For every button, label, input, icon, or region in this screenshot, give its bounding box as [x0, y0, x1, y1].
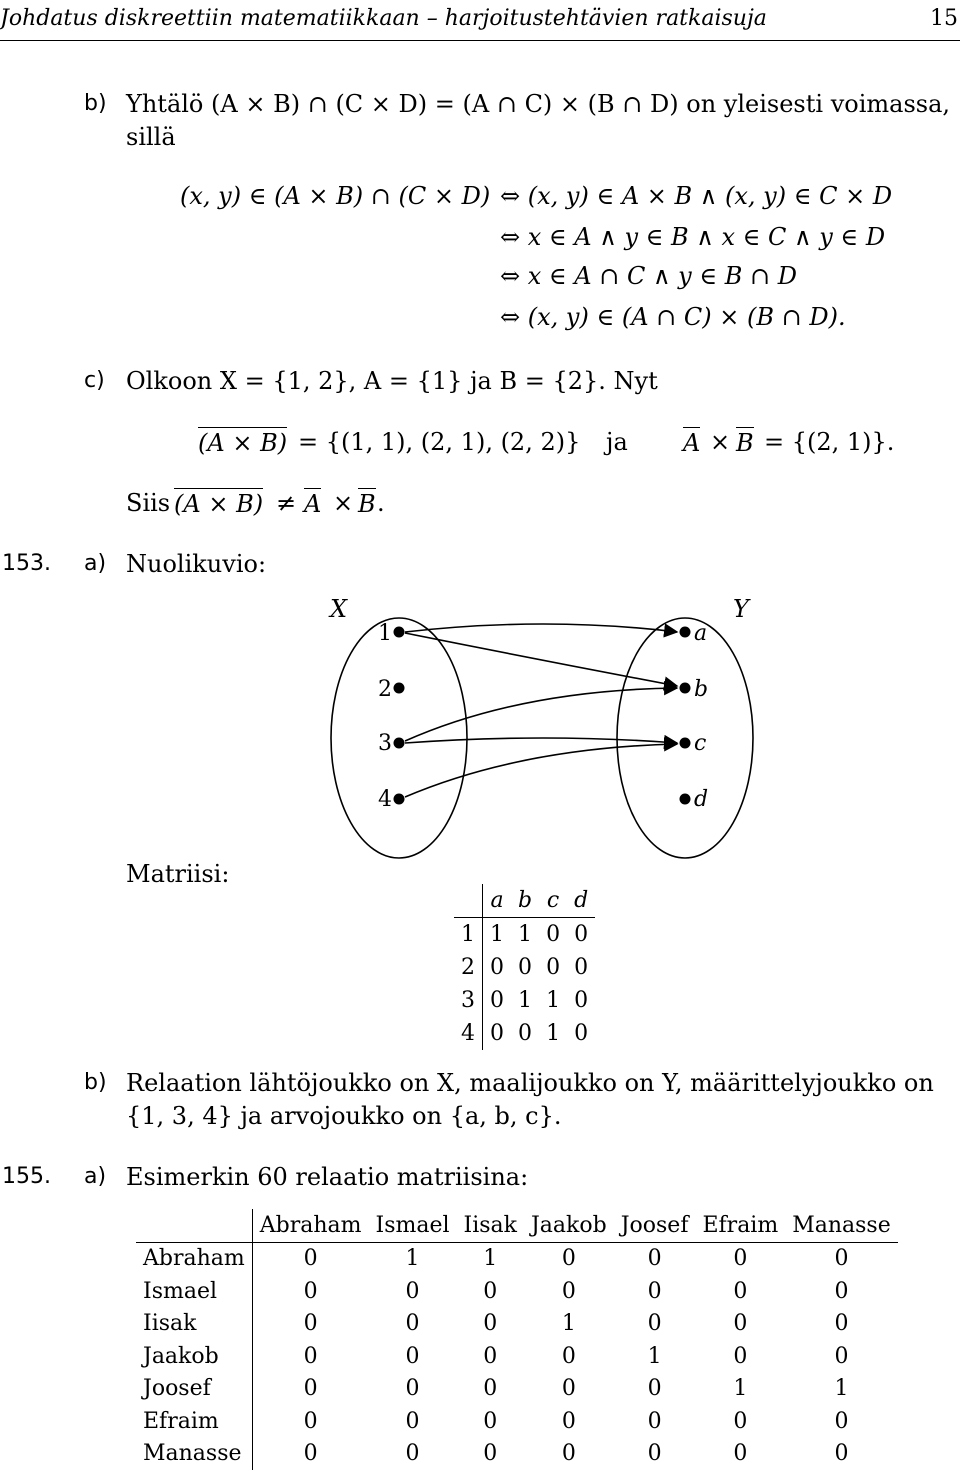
- relation-col-header: Abraham: [252, 1209, 368, 1242]
- relation-cell: 0: [483, 1278, 498, 1304]
- relation-col-header: Efraim: [695, 1209, 785, 1242]
- relation-cell: 0: [561, 1441, 576, 1467]
- relation-cell: 0: [647, 1311, 662, 1337]
- relation-header-row: [136, 1209, 898, 1242]
- relation-cell: 0: [647, 1278, 662, 1304]
- matrix-cell: 0: [518, 1021, 533, 1046]
- node-dot-1: [394, 627, 405, 638]
- arrow-1-a: [405, 624, 677, 632]
- node-dot-4: [394, 794, 405, 805]
- relation-cell: 0: [834, 1246, 849, 1272]
- a-bar: A: [683, 429, 701, 457]
- relation-cell: 0: [647, 1376, 662, 1402]
- relation-cell: 0: [303, 1246, 318, 1272]
- relation-cell: 0: [405, 1441, 420, 1467]
- relation-cell: 0: [834, 1408, 849, 1434]
- relation-cell: 0: [405, 1311, 420, 1337]
- exercise-155-a-label: a): [84, 1164, 107, 1189]
- b-bar: B: [736, 429, 754, 457]
- relation-cell: 0: [561, 1343, 576, 1369]
- relation-cell: 0: [733, 1278, 748, 1304]
- relation-cell: 1: [405, 1246, 420, 1272]
- matrix-cell: 0: [490, 988, 504, 1013]
- matrix-corner: [454, 884, 483, 918]
- matrix-row-header: 4: [454, 1017, 483, 1050]
- relation-row: [136, 1405, 898, 1438]
- relation-row-header: Ismael: [136, 1275, 252, 1308]
- relation-cell: 0: [647, 1408, 662, 1434]
- relation-cell: 1: [834, 1376, 849, 1402]
- relation-corner: [136, 1209, 252, 1242]
- set-y-label: Y: [733, 595, 749, 623]
- neq-symbol: ≠: [276, 489, 297, 517]
- relation-cell: 0: [405, 1408, 420, 1434]
- complement-set: = {(1, 1), (2, 1), (2, 2)}: [298, 428, 581, 456]
- matrix-row: [454, 918, 595, 952]
- relation-cell: 0: [405, 1343, 420, 1369]
- set-x-label: X: [330, 595, 348, 623]
- arrow-3-c: [405, 738, 677, 743]
- relation-cell: 0: [834, 1441, 849, 1467]
- relation-row: [136, 1308, 898, 1341]
- node-dot-2: [394, 683, 405, 694]
- relation-cell: 0: [834, 1311, 849, 1337]
- siis-a-bar: A: [304, 490, 322, 518]
- relation-cell: 0: [733, 1343, 748, 1369]
- equation-1-rhs: ⇔ (x, y) ∈ A × B ∧ (x, y) ∈ C × D: [500, 182, 893, 210]
- relation-row: [136, 1438, 898, 1471]
- relation-matrix-table: [136, 1209, 898, 1470]
- node-dot-b: [680, 683, 691, 694]
- matrix-col-header: c: [539, 884, 567, 918]
- matrix-row: [454, 1017, 595, 1050]
- times-symbol: ×: [710, 428, 731, 456]
- exercise-155-a-text: Esimerkin 60 relaatio matriisina:: [126, 1163, 529, 1191]
- relation-cell: 0: [733, 1246, 748, 1272]
- relation-cell: 0: [561, 1278, 576, 1304]
- relation-row-header: Efraim: [136, 1405, 252, 1438]
- siis-complement: (A × B): [174, 490, 264, 518]
- exercise-153-number: 153.: [2, 551, 51, 576]
- node-label-b: b: [694, 677, 709, 702]
- matrix-cell: 0: [518, 955, 533, 980]
- siis-b-bar: B: [358, 490, 376, 518]
- part-b-text-line2: sillä: [126, 123, 176, 151]
- matrix-row: [454, 984, 595, 1017]
- page-number: 15: [930, 6, 958, 31]
- matrix-cell: 0: [574, 922, 589, 947]
- relation-cell: 0: [405, 1376, 420, 1402]
- relation-cell: 0: [733, 1441, 748, 1467]
- matrix-cell: 1: [518, 988, 533, 1013]
- relation-cell: 0: [647, 1246, 662, 1272]
- relation-cell: 0: [303, 1408, 318, 1434]
- relation-cell: 0: [303, 1441, 318, 1467]
- arrow-1-b: [405, 633, 677, 686]
- matrix-cell: 0: [574, 1021, 589, 1046]
- relation-cell: 0: [483, 1441, 498, 1467]
- relation-row-header: Joosef: [136, 1373, 252, 1406]
- relation-cell: 0: [561, 1376, 576, 1402]
- relation-cell: 0: [561, 1408, 576, 1434]
- relation-cell: 0: [834, 1343, 849, 1369]
- equation-2: ⇔ x ∈ A ∧ y ∈ B ∧ x ∈ C ∧ y ∈ D: [500, 223, 886, 251]
- relation-row: [136, 1242, 898, 1275]
- matrix-cell: 0: [574, 988, 589, 1013]
- relation-cell: 0: [483, 1311, 498, 1337]
- relation-row: [136, 1340, 898, 1373]
- relation-col-header: Iisak: [457, 1209, 524, 1242]
- matrix-col-header: b: [511, 884, 539, 918]
- arrow-3-b: [405, 688, 677, 741]
- arrow-4-c: [405, 744, 677, 797]
- node-label-2: 2: [378, 677, 392, 702]
- siis-period: .: [377, 489, 385, 517]
- relation-cell: 1: [647, 1343, 662, 1369]
- relation-col-header: Joosef: [614, 1209, 696, 1242]
- matrix-table: [454, 884, 595, 1050]
- node-dot-3: [394, 738, 405, 749]
- relation-cell: 0: [647, 1441, 662, 1467]
- matrix-label: Matriisi:: [126, 860, 230, 888]
- relation-cell: 1: [561, 1311, 576, 1337]
- node-label-1: 1: [378, 621, 392, 646]
- matrix-row: [454, 951, 595, 984]
- relation-cell: 0: [483, 1376, 498, 1402]
- siis-times: ×: [333, 489, 354, 517]
- equation-1-lhs: (x, y) ∈ (A × B) ∩ (C × D): [180, 182, 491, 210]
- part-b-label: b): [84, 91, 107, 116]
- matrix-cell: 0: [490, 1021, 504, 1046]
- node-label-c: c: [694, 731, 707, 756]
- matrix-cell: 0: [546, 922, 561, 947]
- matrix-cell: 1: [546, 988, 561, 1013]
- equation-3: ⇔ x ∈ A ∩ C ∧ y ∈ B ∩ D: [500, 262, 798, 290]
- relation-cell: 0: [483, 1343, 498, 1369]
- relation-row-header: Manasse: [136, 1438, 252, 1471]
- exercise-153-a-label: a): [84, 551, 107, 576]
- exercise-153-b-label: b): [84, 1070, 107, 1095]
- part-c-label: c): [84, 368, 105, 393]
- relation-cell: 1: [733, 1376, 748, 1402]
- header-title: Johdatus diskreettiin matematiikkaan – harjoitustehtävien ratkaisuja: [0, 6, 767, 31]
- relation-row: [136, 1373, 898, 1406]
- matrix-col-header: d: [567, 884, 595, 918]
- relation-cell: 0: [303, 1343, 318, 1369]
- exercise-153-b-text-line2: {1, 3, 4} ja arvojoukko on {a, b, c}.: [126, 1102, 562, 1130]
- relation-cell: 0: [303, 1376, 318, 1402]
- ja-word: ja: [606, 428, 628, 456]
- matrix-cell: 0: [546, 955, 561, 980]
- node-dot-d: [680, 794, 691, 805]
- relation-cell: 0: [733, 1311, 748, 1337]
- exercise-155-number: 155.: [2, 1164, 51, 1189]
- exercise-153-b-text-line1: Relaation lähtöjoukko on X, maalijoukko on Y, määrittelyjoukko on: [126, 1069, 934, 1097]
- part-c-text: Olkoon X = {1, 2}, A = {1} ja B = {2}. Nyt: [126, 367, 658, 395]
- node-dot-a: [680, 627, 691, 638]
- relation-cell: 0: [561, 1246, 576, 1272]
- relation-col-header: Manasse: [785, 1209, 898, 1242]
- node-dot-c: [680, 738, 691, 749]
- matrix-cell: 1: [518, 922, 533, 947]
- matrix-cell: 0: [574, 955, 589, 980]
- relation-row: [136, 1275, 898, 1308]
- relation-row-header: Iisak: [136, 1308, 252, 1341]
- matrix-header-row: [454, 884, 595, 918]
- relation-col-header: Ismael: [369, 1209, 457, 1242]
- matrix-cell: 0: [490, 955, 504, 980]
- matrix-row-header: 2: [454, 951, 483, 984]
- matrix-cell: 1: [490, 922, 504, 947]
- relation-cell: 0: [483, 1408, 498, 1434]
- node-label-d: d: [694, 787, 709, 812]
- relation-cell: 0: [834, 1278, 849, 1304]
- siis-word: Siis: [126, 489, 171, 517]
- matrix-row-header: 3: [454, 984, 483, 1017]
- relation-row-header: Jaakob: [136, 1340, 252, 1373]
- equation-4: ⇔ (x, y) ∈ (A ∩ C) × (B ∩ D).: [500, 303, 846, 331]
- relation-cell: 0: [405, 1278, 420, 1304]
- relation-cell: 0: [733, 1408, 748, 1434]
- complement-lhs: (A × B): [198, 429, 288, 457]
- relation-cell: 0: [303, 1278, 318, 1304]
- relation-row-header: Abraham: [136, 1242, 252, 1275]
- relation-cell: 0: [303, 1311, 318, 1337]
- page-header: [0, 6, 960, 41]
- arrow-diagram: [300, 590, 780, 860]
- matrix-row-header: 1: [454, 918, 483, 952]
- part-b-text-line1: Yhtälö (A × B) ∩ (C × D) = (A ∩ C) × (B ∩ D) on yleisesti voimassa,: [126, 90, 951, 118]
- exercise-153-a-text: Nuolikuvio:: [126, 550, 267, 578]
- matrix-col-header: a: [483, 884, 512, 918]
- node-label-3: 3: [378, 731, 392, 756]
- product-set: = {(2, 1)}.: [764, 428, 895, 456]
- node-label-a: a: [694, 621, 708, 646]
- relation-cell: 1: [483, 1246, 498, 1272]
- node-label-4: 4: [378, 787, 392, 812]
- matrix-cell: 1: [546, 1021, 561, 1046]
- relation-col-header: Jaakob: [524, 1209, 614, 1242]
